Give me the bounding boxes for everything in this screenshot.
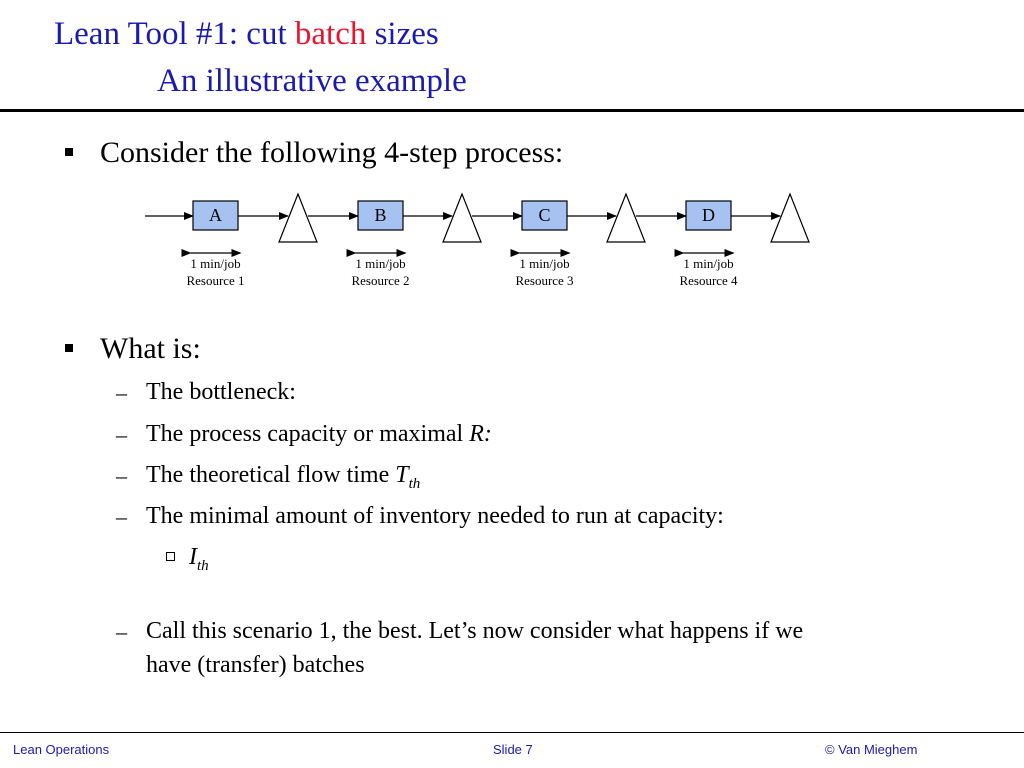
item-min-inventory: The minimal amount of inventory needed to run at capacity: (146, 503, 724, 529)
subitem-ith (189, 542, 209, 581)
buffer-triangle-icon (607, 194, 645, 242)
step-resource-label: Resource 3 (515, 273, 574, 288)
item-capacity (146, 419, 492, 449)
item-capacity-text: The process capacity or maximal (146, 421, 470, 447)
dash-icon: – (116, 422, 127, 447)
bullet-square-icon (65, 344, 73, 352)
item-scenario-line2: have (transfer) batches (146, 652, 365, 678)
bullet-what-is: What is: (100, 332, 201, 365)
buffer-triangle-icon (279, 194, 317, 242)
dash-icon: – (116, 380, 127, 405)
step-time-label: 1 min/job (190, 256, 241, 271)
process-box-label: B (374, 205, 387, 225)
item-capacity-var: R: (469, 421, 492, 447)
title-accent: batch (294, 16, 367, 52)
subitem-ith-sub: th (197, 557, 209, 574)
item-flow-time-text: The theoretical flow time (146, 462, 396, 488)
footer-course: Lean Operations (13, 742, 110, 757)
step-time-label: 1 min/job (519, 256, 570, 271)
step-resource-label: Resource 1 (186, 273, 245, 288)
title-pre: Lean Tool #1: cut (54, 16, 295, 52)
item-bottleneck: The bottleneck: (146, 379, 296, 405)
footer-slide-number: Slide 7 (493, 742, 533, 757)
step-resource-label: Resource 4 (679, 273, 738, 288)
item-flow-time (146, 460, 420, 499)
item-flow-time-var: T (395, 462, 409, 488)
slide-subtitle: An illustrative example (157, 63, 467, 99)
step-time-label: 1 min/job (683, 256, 734, 271)
footer-author: © Van Mieghem (825, 742, 918, 757)
dash-icon: – (116, 504, 127, 529)
item-flow-time-sub: th (408, 475, 421, 492)
process-flow-diagram (0, 0, 1024, 300)
buffer-triangle-icon (443, 194, 481, 242)
step-time-label: 1 min/job (355, 256, 406, 271)
hollow-square-icon (166, 552, 175, 561)
title-post: sizes (366, 16, 439, 52)
dash-icon: – (116, 463, 127, 488)
bullet-consider: Consider the following 4-step process: (100, 136, 564, 169)
subitem-ith-var: I (189, 544, 197, 570)
process-box-label: D (702, 205, 715, 225)
process-box-label: A (209, 205, 222, 225)
item-scenario-line1: Call this scenario 1, the best. Let’s now consider what happens if we (146, 618, 804, 644)
step-resource-label: Resource 2 (351, 273, 410, 288)
process-box-label: C (538, 205, 551, 225)
dash-icon: – (116, 619, 127, 644)
footer-divider (0, 732, 1024, 733)
buffer-triangle-icon (771, 194, 809, 242)
